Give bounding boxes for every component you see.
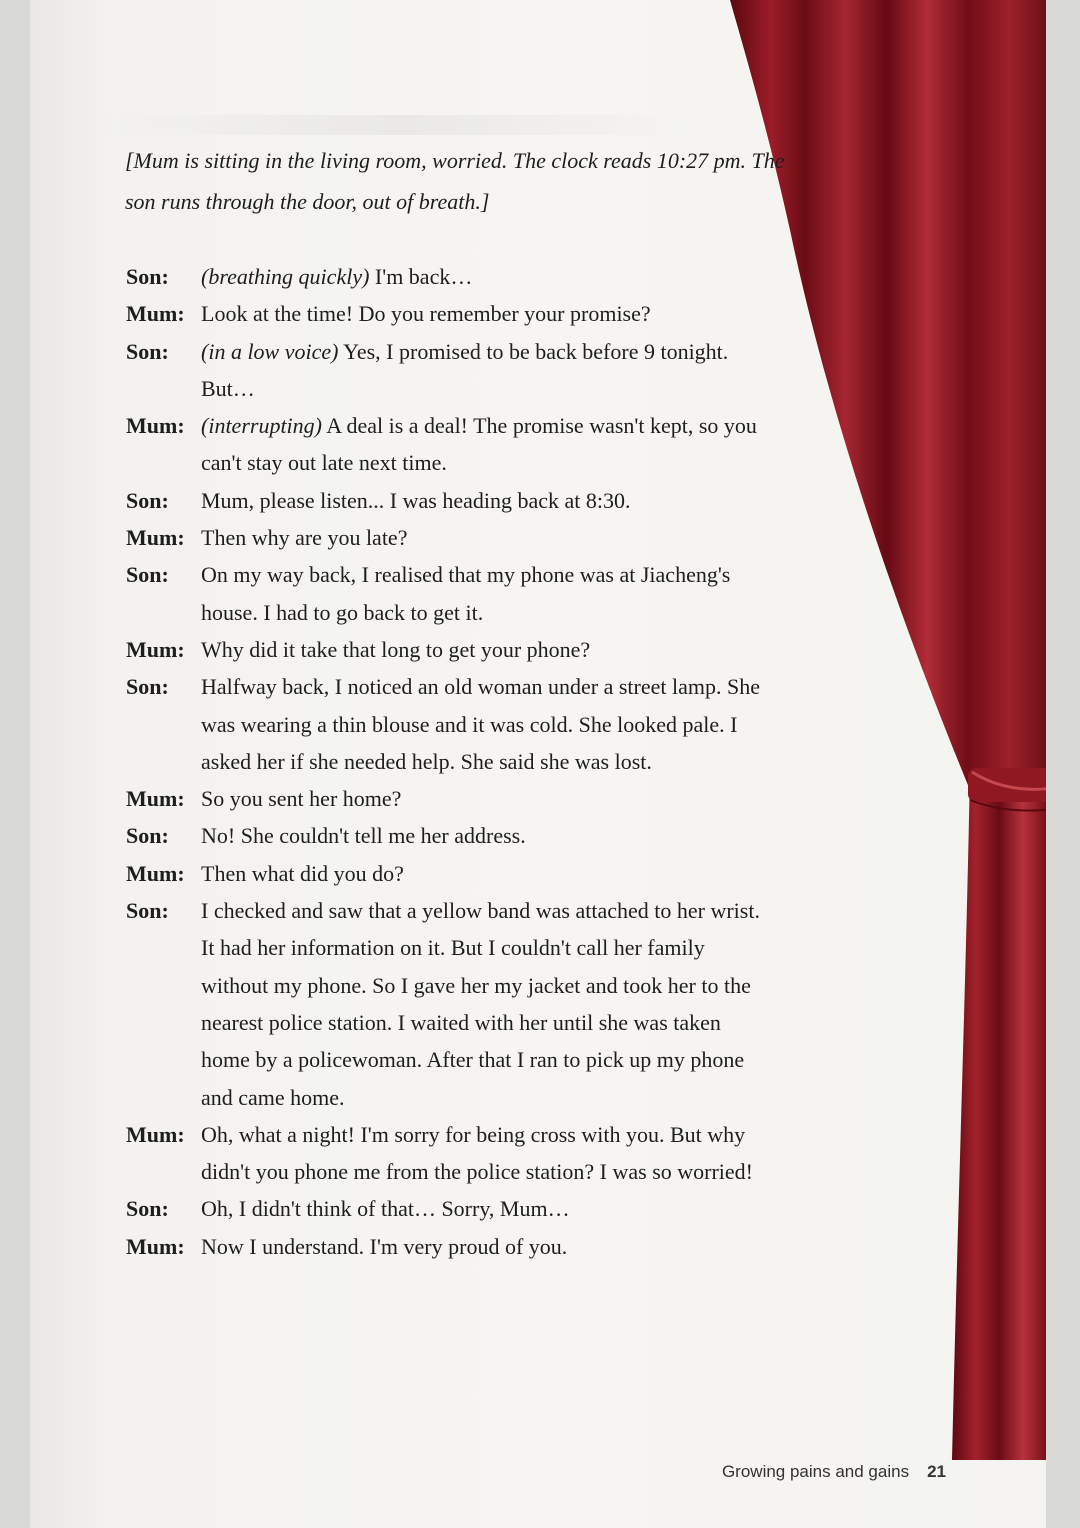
dialogue-line xyxy=(126,519,766,556)
speech-text xyxy=(201,817,766,854)
dialogue-line xyxy=(126,556,766,631)
spoken-words: Oh, I didn't think of that… Sorry, Mum… xyxy=(201,1196,570,1222)
stage-cue: (in a low voice) xyxy=(201,338,339,364)
page-footer xyxy=(722,1462,946,1482)
dialogue-line xyxy=(126,855,766,892)
speech-text xyxy=(201,519,766,556)
dialogue-line xyxy=(126,482,766,519)
speech-text xyxy=(201,333,766,408)
speech-text xyxy=(201,407,766,482)
speech-text xyxy=(201,295,766,332)
speaker-label: Son: xyxy=(126,1196,169,1222)
speaker-label: Son: xyxy=(126,264,169,289)
speech-text xyxy=(201,892,766,1116)
speaker-label: Son: xyxy=(126,823,169,849)
spoken-words: Now I understand. I'm very proud of you. xyxy=(201,1233,568,1259)
spoken-words: Then what did you do? xyxy=(201,860,404,886)
speech-text xyxy=(201,780,766,817)
dialogue-line xyxy=(126,892,766,1116)
page-number: 21 xyxy=(927,1462,946,1481)
speaker-label: Mum: xyxy=(126,1233,185,1259)
spoken-words: So you sent her home? xyxy=(201,786,402,812)
dialogue-line xyxy=(126,407,766,482)
spoken-words: Then why are you late? xyxy=(201,525,408,551)
dialogue-line xyxy=(126,1116,766,1191)
speaker-label: Son: xyxy=(126,487,169,513)
dialogue-line xyxy=(126,1190,766,1227)
book-page xyxy=(30,0,1046,1528)
section-title: Growing pains and gains xyxy=(721,1462,910,1481)
speech-text xyxy=(201,1228,766,1265)
stage-direction: [Mum is sitting in the living room, worried. The clock reads 10:27 pm. The son runs through the door, out of breath.] xyxy=(125,148,785,214)
speaker-label: Son: xyxy=(126,898,169,924)
speaker-label: Mum: xyxy=(126,1121,185,1147)
speech-text xyxy=(201,1116,766,1191)
speaker-label: Son: xyxy=(126,562,169,588)
speech-text xyxy=(201,855,766,892)
spoken-words: A deal is a deal! The promise wasn't kept, so you can't stay out late next time. xyxy=(201,413,757,476)
speaker-label: Mum: xyxy=(126,301,185,327)
spoken-words: Oh, what a night! I'm sorry for being cross with you. But why didn't you phone me from the police station? I was so worried! xyxy=(201,1121,753,1185)
speaker-label: Son: xyxy=(126,674,169,700)
stage-cue: (breathing quickly) xyxy=(201,264,370,289)
dialogue-line xyxy=(126,780,766,817)
play-dialogue xyxy=(126,258,766,1265)
speaker-label: Mum: xyxy=(126,636,185,662)
spoken-words: I'm back… xyxy=(369,264,473,289)
spoken-words: On my way back, I realised that my phone was at Jiacheng's house. I had to go back to get it. xyxy=(201,562,731,625)
spoken-words: Why did it take that long to get your phone? xyxy=(201,636,591,662)
spoken-words: No! She couldn't tell me her address. xyxy=(201,823,526,849)
spoken-words: Look at the time! Do you remember your promise? xyxy=(201,301,651,327)
show-through-texture xyxy=(100,115,700,135)
speaker-label: Mum: xyxy=(126,525,185,551)
speaker-label: Mum: xyxy=(126,413,185,439)
speech-text xyxy=(201,482,766,519)
speech-text xyxy=(201,258,766,295)
dialogue-line xyxy=(126,258,766,295)
speech-text xyxy=(201,556,766,631)
speech-text xyxy=(201,1190,766,1227)
dialogue-line xyxy=(126,631,766,668)
dialogue-line xyxy=(126,1228,766,1265)
speaker-label: Son: xyxy=(126,338,169,364)
dialogue-line xyxy=(126,817,766,854)
spoken-words: Mum, please listen... I was heading back at 8:30. xyxy=(201,487,631,513)
speaker-label: Mum: xyxy=(126,786,185,812)
stage-cue: (interrupting) xyxy=(201,413,322,439)
speech-text xyxy=(201,631,766,668)
dialogue-line xyxy=(126,333,766,408)
dialogue-line xyxy=(126,668,766,780)
speech-text xyxy=(201,668,766,780)
dialogue-line xyxy=(126,295,766,332)
spoken-words: Yes, I promised to be back before 9 tonight. But… xyxy=(201,338,729,401)
speaker-label: Mum: xyxy=(126,860,185,886)
spoken-words: Halfway back, I noticed an old woman under a street lamp. She was wearing a thin blouse and it was cold. She looked pale. I asked her if she needed help. She said she was lost. xyxy=(201,674,760,774)
spoken-words: I checked and saw that a yellow band was attached to her wrist. It had her information on it. But I couldn't call her family without my phone. So I gave her my jacket and took her to the nearest police station. I waited with her until she was taken home by a policewoman. After that I ran to pick up my phone and came home. xyxy=(201,898,760,1110)
